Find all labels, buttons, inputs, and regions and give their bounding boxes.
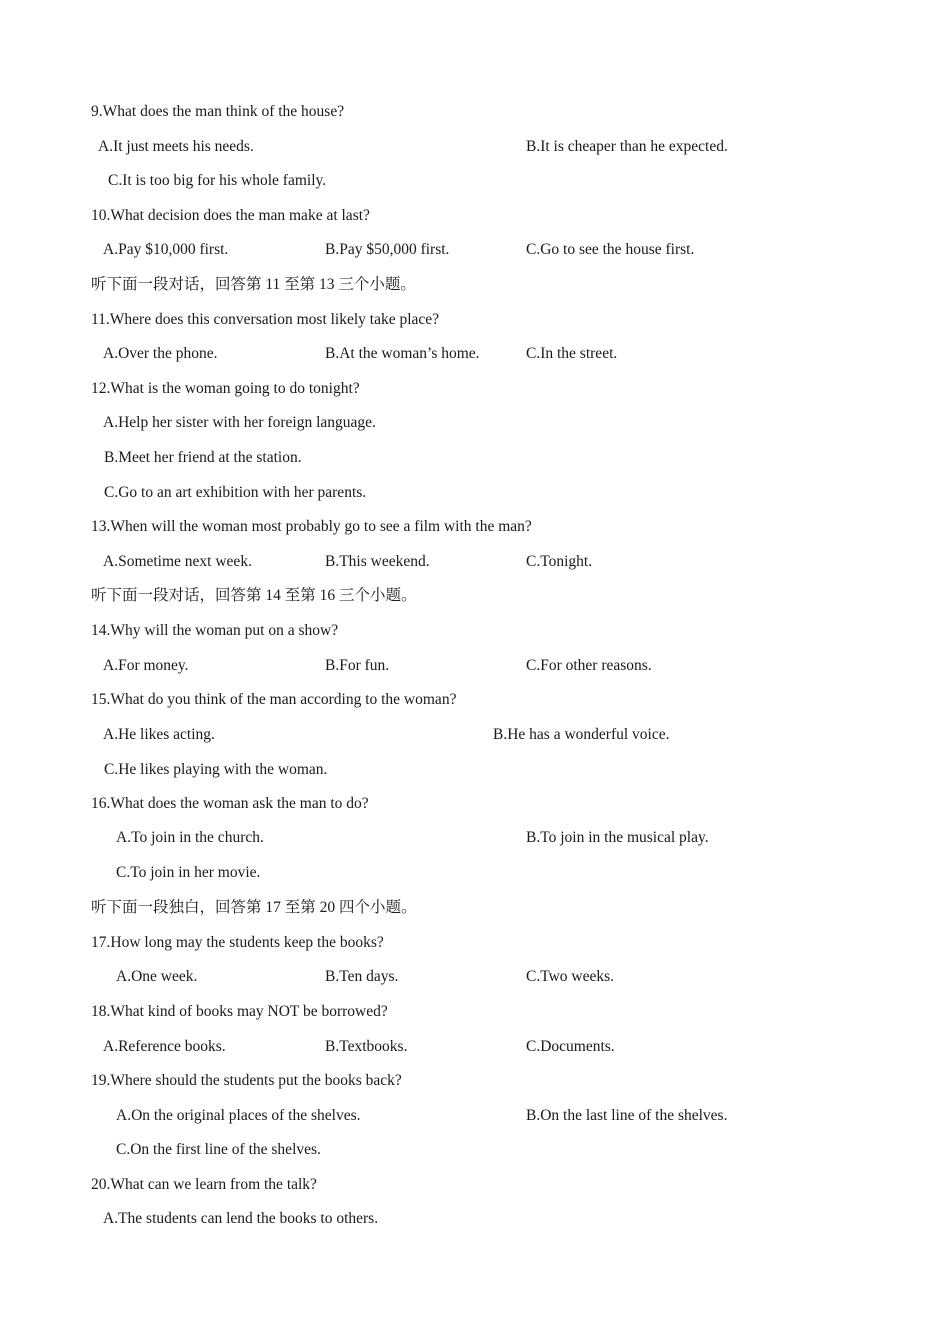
question-14-option-b: B.For fun. xyxy=(325,657,390,674)
question-16-option-b: B.To join in the musical play. xyxy=(526,829,709,846)
question-19-option-a: A.On the original places of the shelves. xyxy=(116,1107,361,1124)
question-13-option-b: B.This weekend. xyxy=(325,553,430,570)
question-10-option-a: A.Pay $10,000 first. xyxy=(103,241,229,258)
question-9-stem: 9.What does the man think of the house? xyxy=(91,103,345,120)
section-instruction-17-20: 听下面一段独白，回答第 17 至第 20 四个小题。 xyxy=(91,899,417,916)
question-19-option-c: C.On the first line of the shelves. xyxy=(116,1141,321,1158)
question-20-stem: 20.What can we learn from the talk? xyxy=(91,1176,317,1193)
question-14-stem: 14.Why will the woman put on a show? xyxy=(91,622,339,639)
question-9-option-a: A.It just meets his needs. xyxy=(98,138,254,155)
section-instruction-14-16: 听下面一段对话，回答第 14 至第 16 三个小题。 xyxy=(91,587,417,604)
question-17-option-c: C.Two weeks. xyxy=(526,968,615,985)
question-12-option-a: A.Help her sister with her foreign language. xyxy=(103,414,376,431)
question-19-stem: 19.Where should the students put the books back? xyxy=(91,1072,402,1089)
question-20-option-a: A.The students can lend the books to others. xyxy=(103,1210,379,1227)
question-17-option-a: A.One week. xyxy=(116,968,198,985)
question-19-option-b: B.On the last line of the shelves. xyxy=(526,1107,728,1124)
question-12-option-c: C.Go to an art exhibition with her parents. xyxy=(104,484,367,501)
question-18-stem: 18.What kind of books may NOT be borrowed? xyxy=(91,1003,388,1020)
question-10-option-c: C.Go to see the house first. xyxy=(526,241,695,258)
question-15-option-b: B.He has a wonderful voice. xyxy=(493,726,670,743)
question-17-stem: 17.How long may the students keep the books? xyxy=(91,934,384,951)
question-16-option-a: A.To join in the church. xyxy=(116,829,264,846)
question-16-stem: 16.What does the woman ask the man to do? xyxy=(91,795,369,812)
question-13-option-a: A.Sometime next week. xyxy=(103,553,252,570)
section-instruction-11-13: 听下面一段对话，回答第 11 至第 13 三个小题。 xyxy=(91,276,416,293)
question-14-option-c: C.For other reasons. xyxy=(526,657,652,674)
question-16-option-c: C.To join in her movie. xyxy=(116,864,261,881)
question-17-option-b: B.Ten days. xyxy=(325,968,399,985)
question-10-stem: 10.What decision does the man make at last? xyxy=(91,207,370,224)
question-18-option-a: A.Reference books. xyxy=(103,1038,226,1055)
question-13-option-c: C.Tonight. xyxy=(526,553,593,570)
question-15-stem: 15.What do you think of the man according to the woman? xyxy=(91,691,457,708)
question-11-option-b: B.At the woman’s home. xyxy=(325,345,480,362)
question-9-option-b: B.It is cheaper than he expected. xyxy=(526,138,728,155)
question-18-option-c: C.Documents. xyxy=(526,1038,615,1055)
question-14-option-a: A.For money. xyxy=(103,657,189,674)
question-12-stem: 12.What is the woman going to do tonight? xyxy=(91,380,360,397)
question-15-option-a: A.He likes acting. xyxy=(103,726,215,743)
question-18-option-b: B.Textbooks. xyxy=(325,1038,408,1055)
question-15-option-c: C.He likes playing with the woman. xyxy=(104,761,328,778)
question-11-option-a: A.Over the phone. xyxy=(103,345,218,362)
question-9-option-c: C.It is too big for his whole family. xyxy=(108,172,327,189)
question-13-stem: 13.When will the woman most probably go to see a film with the man? xyxy=(91,518,532,535)
question-12-option-b: B.Meet her friend at the station. xyxy=(104,449,302,466)
question-11-stem: 11.Where does this conversation most likely take place? xyxy=(91,311,440,328)
question-11-option-c: C.In the street. xyxy=(526,345,618,362)
question-10-option-b: B.Pay $50,000 first. xyxy=(325,241,450,258)
